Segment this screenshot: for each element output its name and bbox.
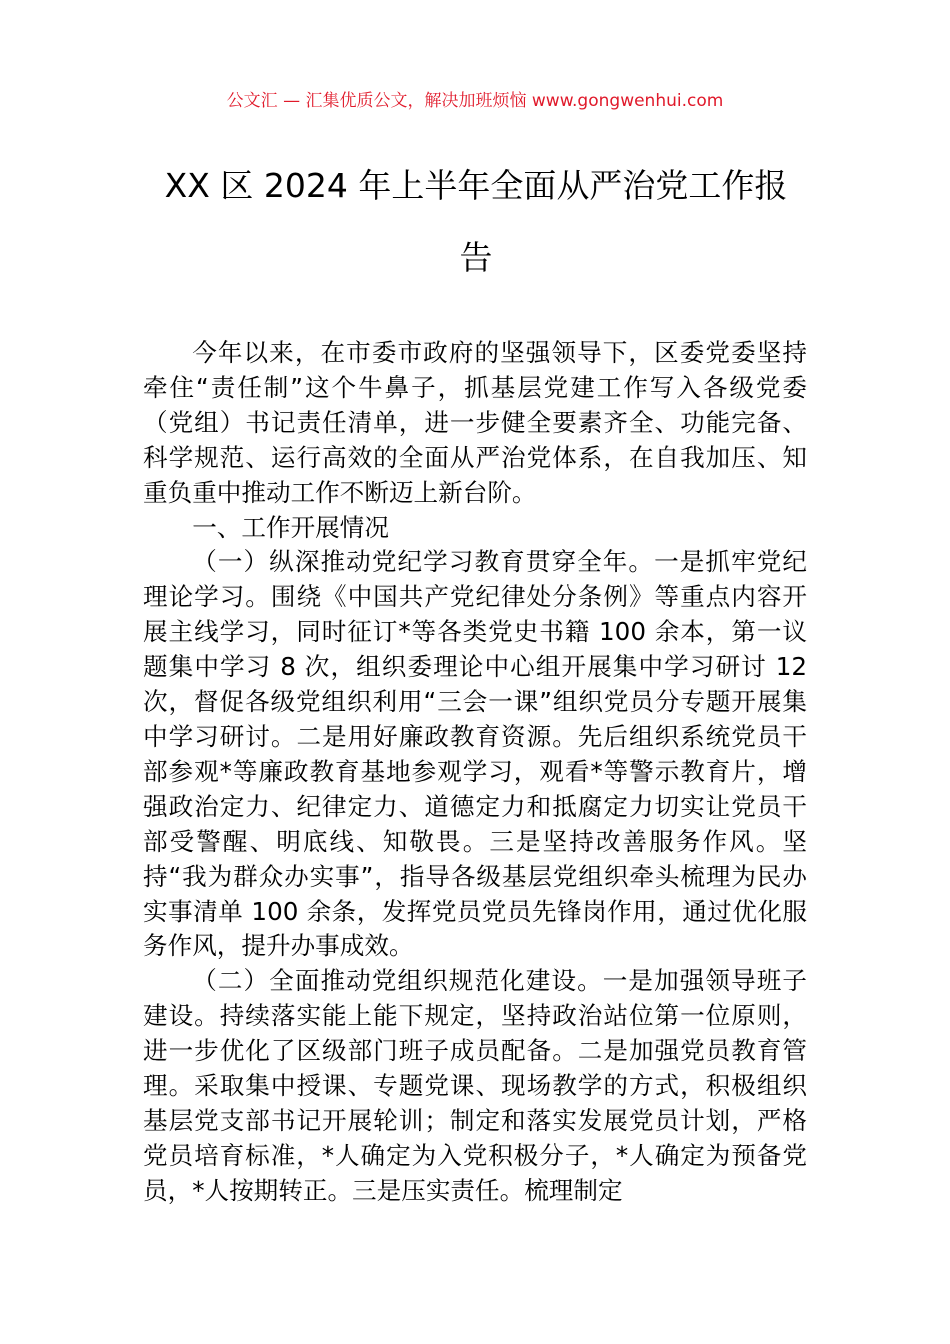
document-body <box>143 336 807 1209</box>
intro-paragraph: 今年以来，在市委市政府的坚强领导下，区委党委坚持牵住“责任制”这个牛鼻子，抓基层党建工作写入各级党委（党组）书记责任清单，进一步健全要素齐全、功能完备、科学规范、运行高效的全面从严治党体系，在自我加压、知重负重中推动工作不断迈上新台阶。 <box>143 338 807 507</box>
subsection-paragraph-1: （一）纵深推动党纪学习教育贯穿全年。一是抓牢党纪理论学习。围绕《中国共产党纪律处分条例》等重点内容开展主线学习，同时征订*等各类党史书籍 100 余本，第一议题集中学习 8 次，组织委理论中心组开展集中学习研讨 12 次，督促各级党组织利用“三会一课”组织党员分专题开展集中学习研讨。二是用好廉政教育资源。先后组织系统党员干部参观*等廉政教育基地参观学习，观看*等警示教育片，增强政治定力、纪律定力、道德定力和抵腐定力切实让党员干部受警醒、明底线、知敬畏。三是坚持改善服务作风。坚持“我为群众办实事”，指导各级基层党组织牵头梳理为民办实事清单 100 余条，发挥党员党员先锋岗作用，通过优化服务作风，提升办事成效。 <box>143 547 807 961</box>
document-title-line-1: XX 区 2024 年上半年全面从严治党工作报 <box>164 166 788 205</box>
header-banner: 公文汇 — 汇集优质公文，解决加班烦恼 www.gongwenhui.com <box>226 91 724 111</box>
subsection-paragraph-2: （二）全面推动党组织规范化建设。一是加强领导班子建设。持续落实能上能下规定，坚持政治站位第一位原则，进一步优化了区级部门班子成员配备。二是加强党员教育管理。采取集中授课、专题党课、现场教学的方式，积极组织基层党支部书记开展轮训；制定和落实发展党员计划，严格党员培育标准，*人确定为入党积极分子，*人确定为预备党员，*人按期转正。三是压实责任。梳理制定 <box>143 966 807 1205</box>
document-title <box>140 150 812 294</box>
document-title-line-2: 告 <box>459 238 493 277</box>
section-heading-work-progress: 一、工作开展情况 <box>192 512 389 542</box>
